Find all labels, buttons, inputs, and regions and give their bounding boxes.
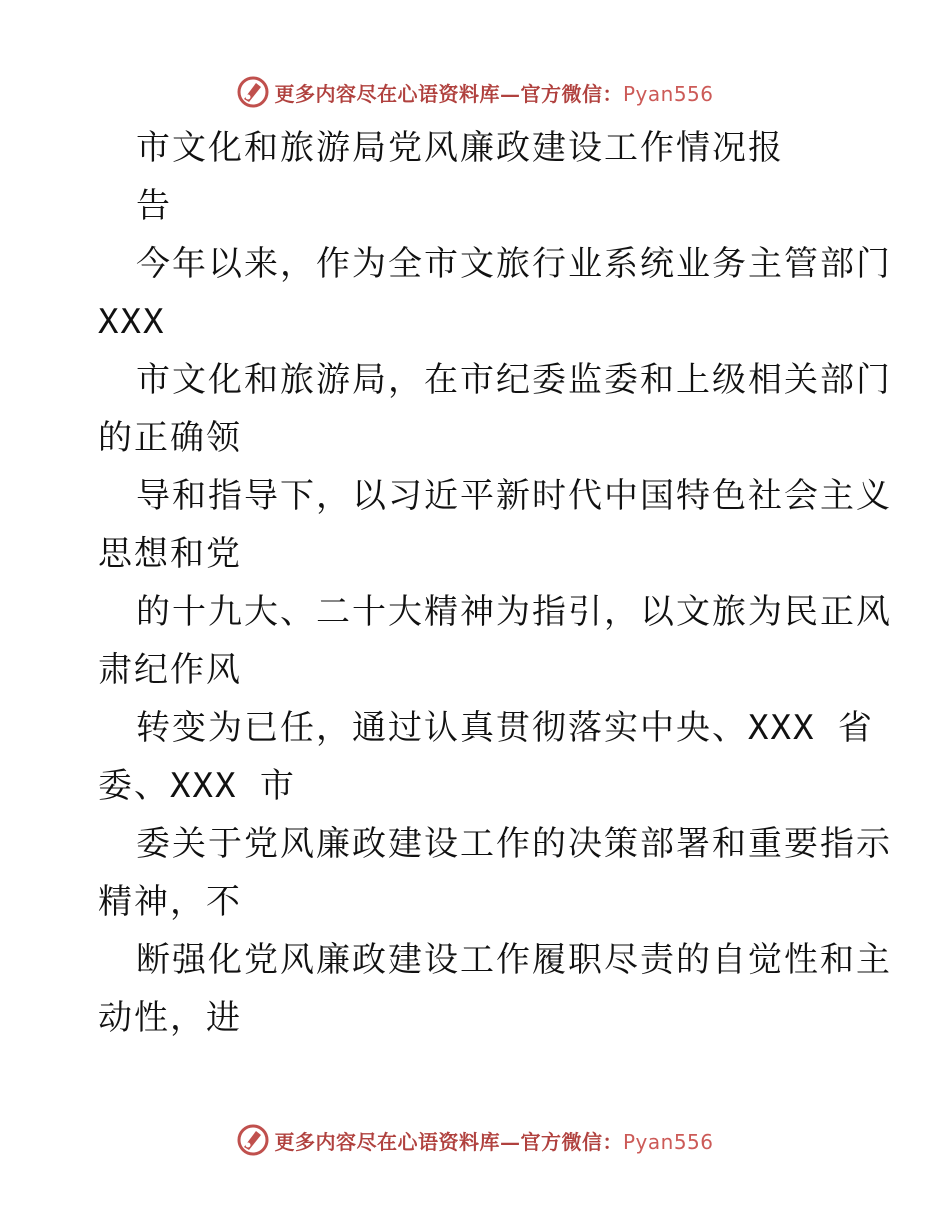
doc-line: 转变为已任，通过认真贯彻落实中央、XXX 省: [136, 708, 874, 748]
header-watermark: [0, 72, 950, 112]
watermark-id: Pyan556: [622, 1129, 714, 1154]
watermark-cn: 更多内容尽在心语资料库—官方微信：: [274, 81, 623, 106]
doc-line: 今年以来，作为全市文旅行业系统业务主管部门: [136, 244, 892, 284]
doc-line: 肃纪作风: [98, 650, 242, 690]
footer-watermark: [0, 1120, 950, 1160]
doc-title-line-2: 告: [136, 186, 172, 226]
watermark-text: [274, 78, 713, 107]
watermark-cn: 更多内容尽在心语资料库—官方微信：: [274, 1129, 623, 1154]
doc-line: 思想和党: [98, 534, 242, 574]
doc-line: XXX: [98, 302, 166, 342]
watermark-id: Pyan556: [622, 81, 714, 106]
doc-line: 委、XXX 市: [98, 766, 296, 806]
doc-line: 断强化党风廉政建设工作履职尽责的自觉性和主: [136, 940, 892, 980]
watermark-text: [274, 1126, 713, 1155]
doc-line: 市文化和旅游局，在市纪委监委和上级相关部门: [136, 360, 892, 400]
doc-line: 导和指导下，以习近平新时代中国特色社会主义: [136, 476, 892, 516]
doc-line: 的十九大、二十大精神为指引，以文旅为民正风: [136, 592, 892, 632]
brand-logo-icon: [236, 75, 270, 109]
brand-logo-icon: [236, 1123, 270, 1157]
doc-title-line-1: 市文化和旅游局党风廉政建设工作情况报: [136, 128, 784, 168]
doc-line: 精神，不: [98, 882, 242, 922]
doc-line: 动性，进: [98, 998, 242, 1038]
doc-line: 委关于党风廉政建设工作的决策部署和重要指示: [136, 824, 892, 864]
doc-line: 的正确领: [98, 418, 242, 458]
